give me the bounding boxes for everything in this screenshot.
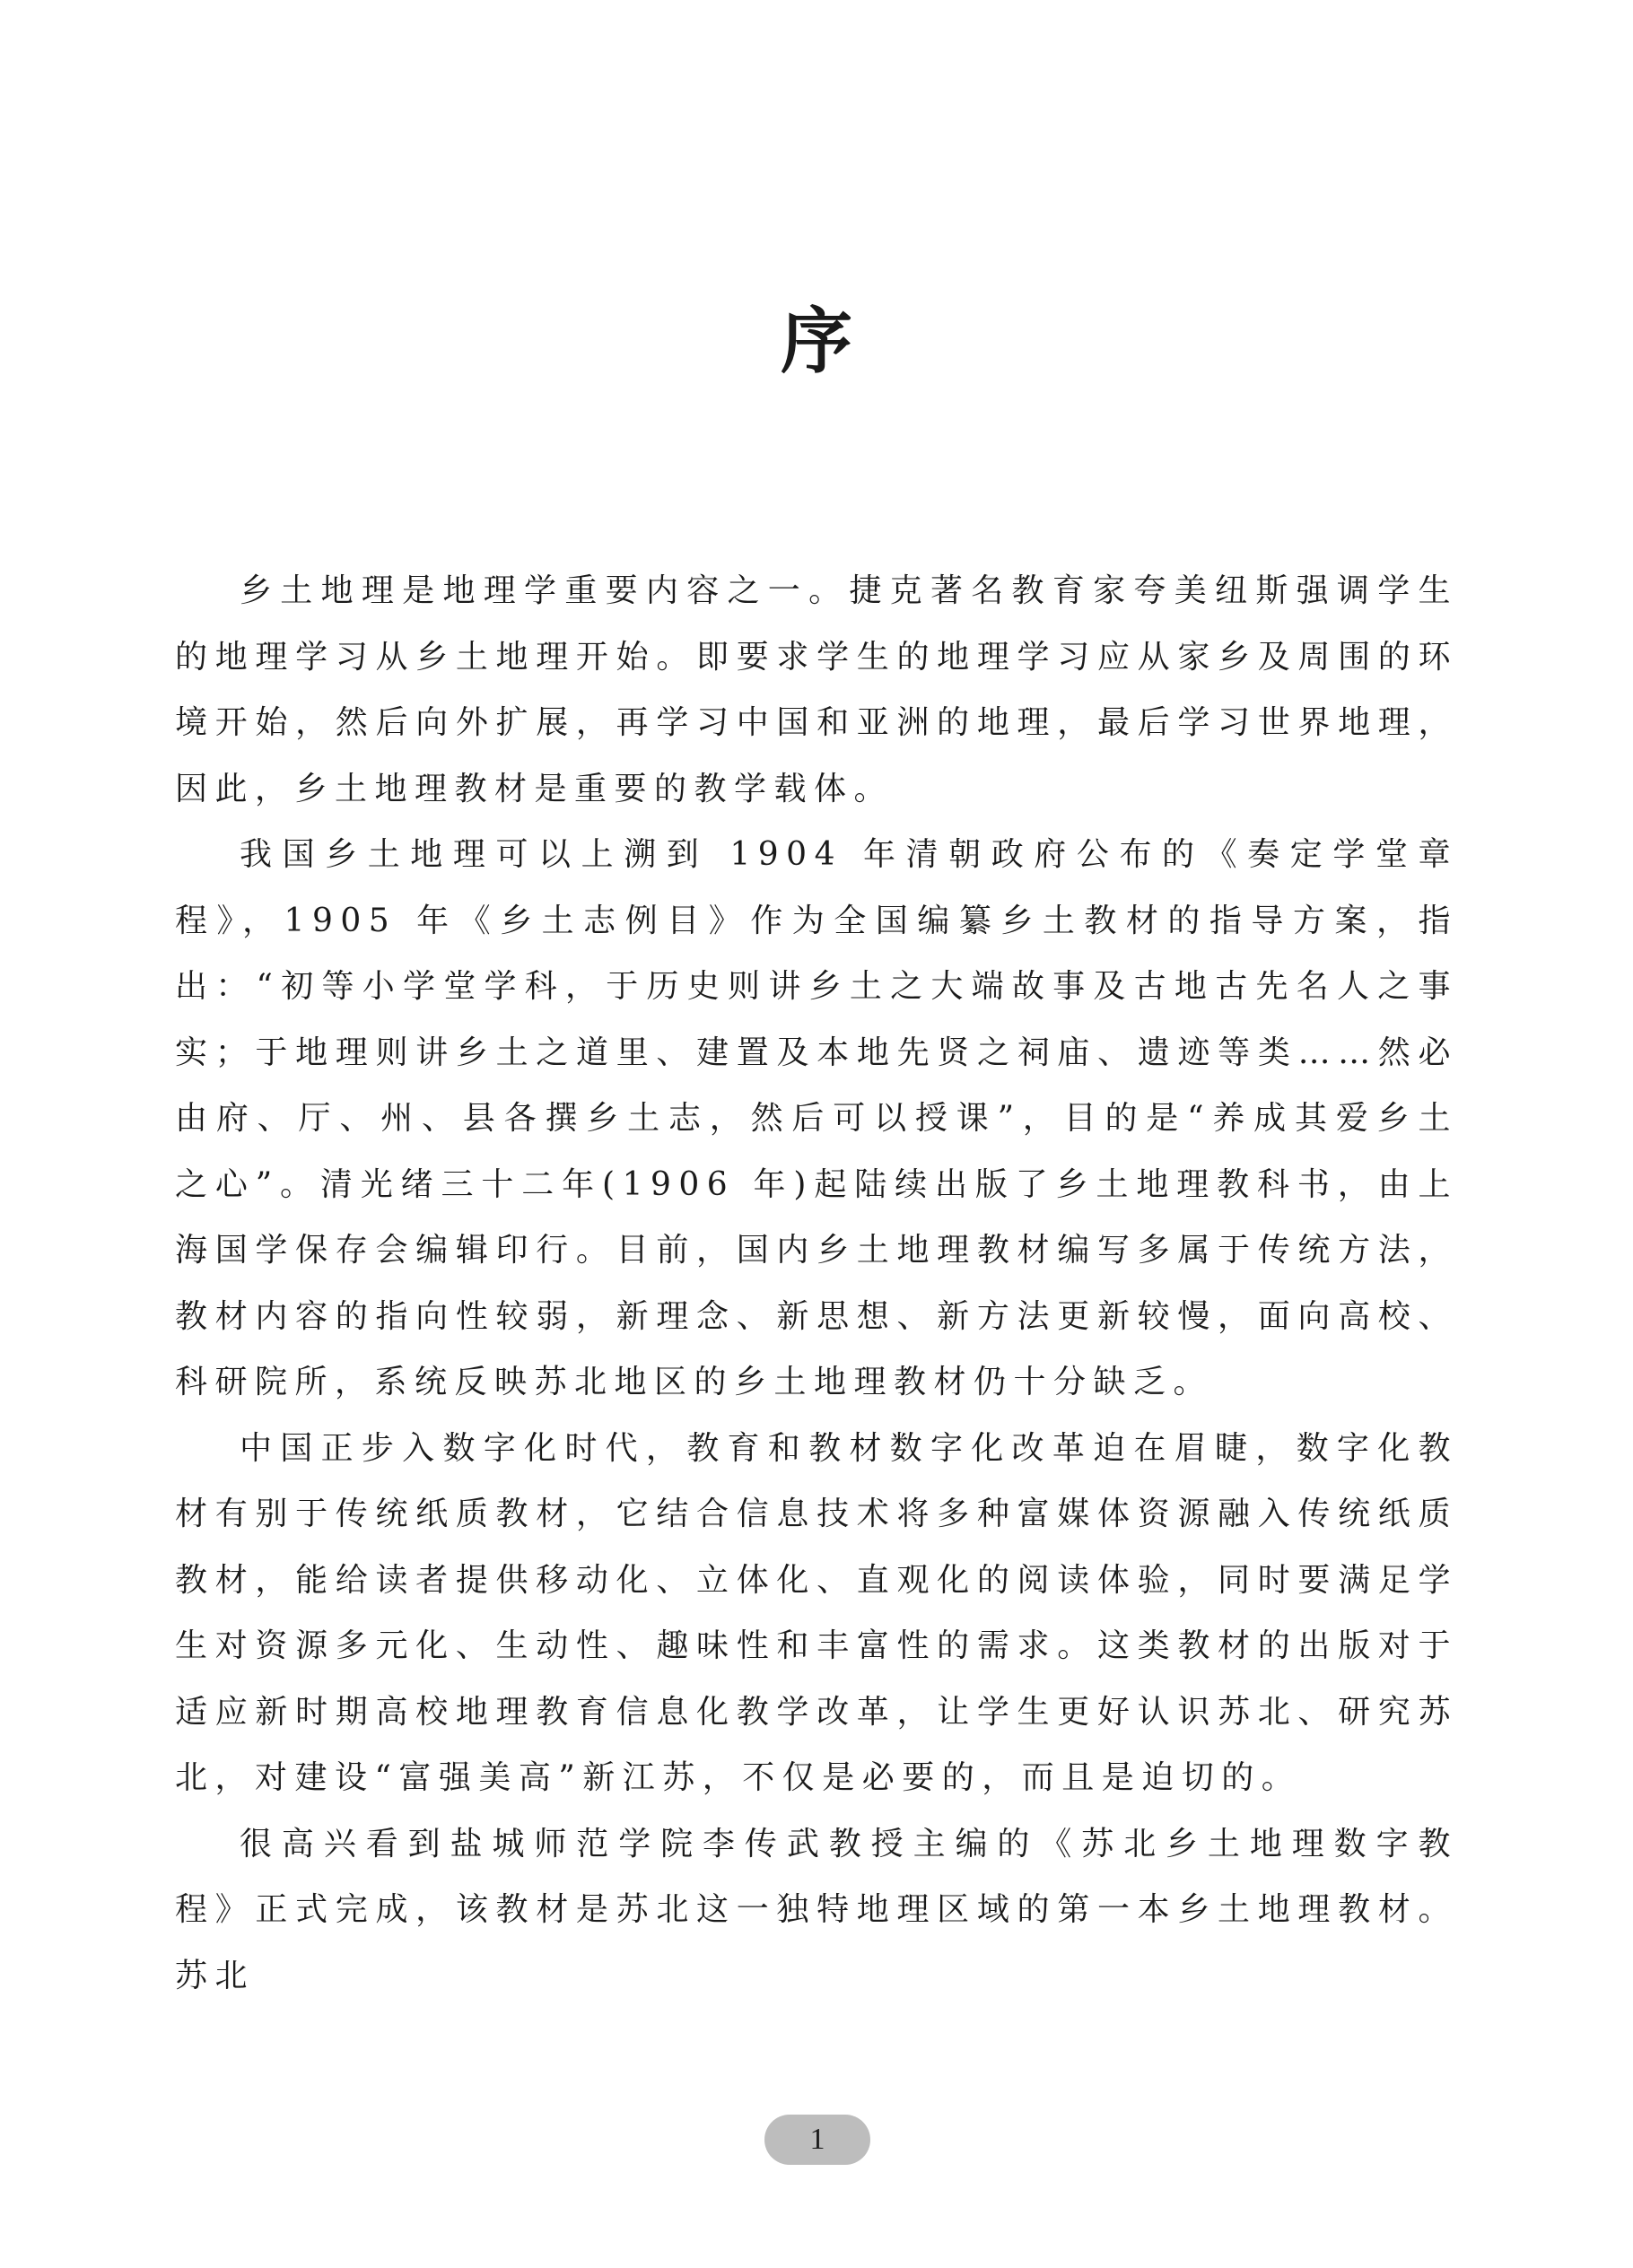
page-number: 1 xyxy=(764,2115,870,2165)
paragraph: 乡土地理是地理学重要内容之一。捷克著名教育家夸美纽斯强调学生的地理学习从乡土地理开始。即要求学生的地理学习应从家乡及周围的环境开始，然后向外扩展，再学习中国和亚洲的地理，最后学习世界地理，因此，乡土地理教材是重要的教学载体。 xyxy=(175,572,1458,807)
paragraph: 中国正步入数字化时代，教育和教材数字化改革迫在眉睫，数字化教材有别于传统纸质教材，它结合信息技术将多种富媒体资源融入传统纸质教材，能给读者提供移动化、立体化、直观化的阅读体验，同时要满足学生对资源多元化、生动性、趣味性和丰富性的需求。这类教材的出版对于适应新时期高校地理教育信息化教学改革，让学生更好认识苏北、研究苏北，对建设“富强美高”新江苏，不仅是必要的，而且是迫切的。 xyxy=(175,1429,1458,1796)
body-text xyxy=(175,558,1458,2009)
page-title: 序 xyxy=(781,299,852,383)
paragraph: 我国乡土地理可以上溯到 1904 年清朝政府公布的《奏定学堂章程》，1905 年《乡土志例目》作为全国编纂乡土教材的指导方案，指出：“初等小学堂学科，于历史则讲乡土之大端故事及古地古先名人之事实；于地理则讲乡土之道里、建置及本地先贤之祠庙、遗迹等类……然必由府、厅、州、县各撰乡土志，然后可以授课”，目的是“养成其爱乡土之心”。清光绪三十二年(1906 年)起陆续出版了乡土地理教科书，由上海国学保存会编辑印行。目前，国内乡土地理教材编写多属于传统方法，教材内容的指向性较弱，新理念、新思想、新方法更新较慢，面向高校、科研院所，系统反映苏北地区的乡土地理教材仍十分缺乏。 xyxy=(175,836,1458,1400)
paragraph: 很高兴看到盐城师范学院李传武教授主编的《苏北乡土地理数字教程》正式完成，该教材是苏北这一独特地理区域的第一本乡土地理教材。苏北 xyxy=(175,1825,1458,1994)
